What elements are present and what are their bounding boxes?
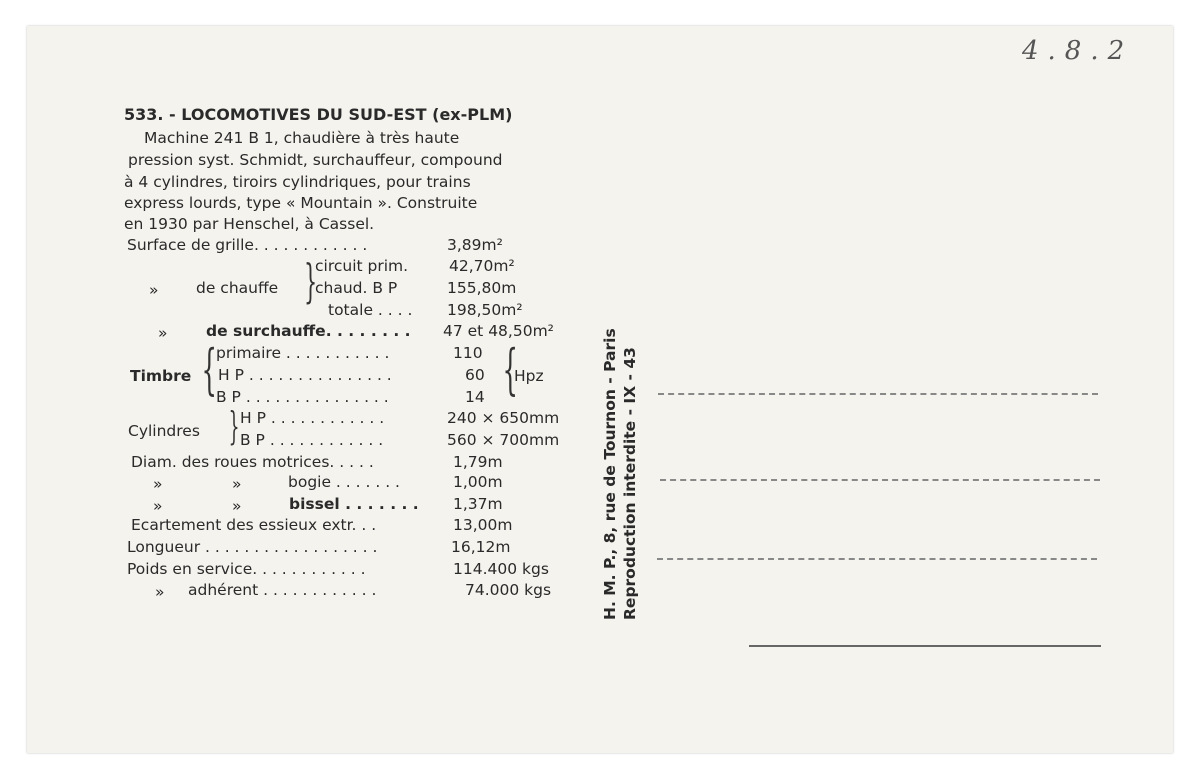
spec-value: 60 xyxy=(465,366,485,384)
spec-label: Diam. des roues motrices. . . . . xyxy=(131,453,374,471)
spec-sublabel: H P . . . . . . . . . . . . . . . xyxy=(218,366,392,384)
publisher-imprint xyxy=(600,328,640,620)
spec-value: 74.000 kgs xyxy=(465,581,552,599)
spec-value: 14 xyxy=(465,388,485,406)
spec-value: 114.400 kgs xyxy=(453,560,549,578)
brace-icon: } xyxy=(228,404,240,448)
description-line: express lourds, type « Mountain ». Construite xyxy=(124,194,478,212)
spec-value: 1,37m xyxy=(453,495,503,513)
ditto-mark: » xyxy=(158,324,168,342)
spec-sublabel: circuit prim. xyxy=(315,257,409,275)
spec-label: bissel . . . . . . . xyxy=(289,495,419,513)
address-line xyxy=(658,393,1098,395)
handwritten-note: 4.8.2 xyxy=(1022,36,1134,66)
spec-sublabel: H P . . . . . . . . . . . . xyxy=(240,409,385,427)
brace-icon: { xyxy=(201,338,217,401)
spec-label: Poids en service. . . . . . . . . . . . xyxy=(127,560,366,578)
ditto-mark: » xyxy=(232,475,242,493)
spec-sublabel: primaire . . . . . . . . . . . xyxy=(216,344,390,362)
spec-label: Longueur . . . . . . . . . . . . . . . . . . xyxy=(127,538,378,556)
spec-sublabel: chaud. B P xyxy=(315,279,398,297)
ditto-mark: » xyxy=(149,281,159,299)
spec-value: 240 × 650mm xyxy=(447,409,560,427)
description-line: à 4 cylindres, tiroirs cylindriques, pour trains xyxy=(124,173,471,191)
ditto-mark: » xyxy=(153,475,163,493)
brace-icon: { xyxy=(502,338,518,401)
spec-value: 110 xyxy=(453,344,483,362)
spec-label: bogie . . . . . . . xyxy=(288,473,400,491)
publisher-line: Reproduction interdite - IX - 43 xyxy=(621,347,639,620)
spec-label: Surface de grille. . . . . . . . . . . . xyxy=(127,236,368,254)
spec-value: 1,79m xyxy=(453,453,503,471)
ditto-mark: » xyxy=(232,497,242,515)
description-line: en 1930 par Henschel, à Cassel. xyxy=(124,215,375,233)
spec-value: 13,00m xyxy=(453,516,513,534)
spec-value: 155,80m xyxy=(447,279,517,297)
spec-value: 198,50m² xyxy=(447,301,523,319)
spec-label: de chauffe xyxy=(196,279,279,297)
brace-icon: } xyxy=(304,254,318,308)
spec-value: 42,70m² xyxy=(449,257,515,275)
spec-value: 47 et 48,50m² xyxy=(443,322,554,340)
spec-value: 3,89m² xyxy=(447,236,503,254)
address-line xyxy=(660,479,1100,481)
title: 533. - LOCOMOTIVES DU SUD-EST (ex-PLM) xyxy=(124,105,513,124)
spec-value: 1,00m xyxy=(453,473,503,491)
description-line: pression syst. Schmidt, surchauffeur, compound xyxy=(128,151,503,169)
ditto-mark: » xyxy=(153,497,163,515)
address-line xyxy=(749,645,1101,647)
spec-label: Timbre xyxy=(130,367,192,385)
spec-value: 16,12m xyxy=(451,538,511,556)
spec-sublabel: totale . . . . xyxy=(328,301,413,319)
publisher-line: H. M. P., 8, rue de Tournon - Paris xyxy=(601,328,619,620)
spec-label: de surchauffe. . . . . . . . xyxy=(206,322,411,340)
spec-label: Cylindres xyxy=(128,422,200,440)
spec-label: adhérent . . . . . . . . . . . . xyxy=(188,581,377,599)
spec-value: 560 × 700mm xyxy=(447,431,560,449)
spec-unit: Hpz xyxy=(514,367,544,385)
spec-label: Ecartement des essieux extr. . . xyxy=(131,516,377,534)
ditto-mark: » xyxy=(155,583,165,601)
spec-sublabel: B P . . . . . . . . . . . . . . . xyxy=(216,388,389,406)
address-line xyxy=(657,558,1097,560)
description-line: Machine 241 B 1, chaudière à très haute xyxy=(144,129,460,147)
spec-sublabel: B P . . . . . . . . . . . . xyxy=(240,431,384,449)
